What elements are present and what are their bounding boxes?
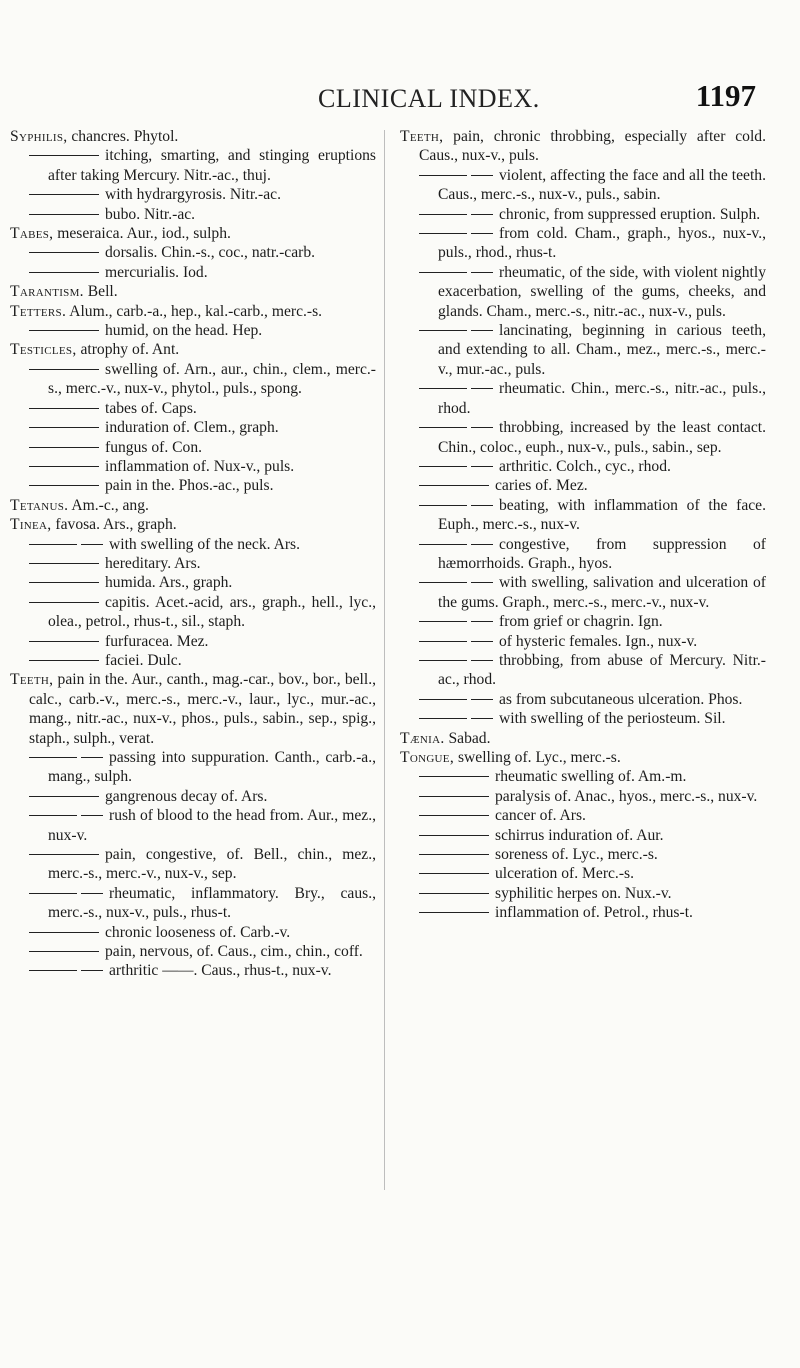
ditto-rule bbox=[419, 505, 467, 506]
index-subentry bbox=[400, 321, 766, 379]
ditto-rule bbox=[29, 602, 99, 603]
ditto-rule-short bbox=[81, 757, 103, 758]
ditto-rule-short bbox=[471, 214, 493, 215]
entry-text: with hydrargyrosis. Nitr.-ac. bbox=[105, 186, 281, 204]
ditto-rule-short bbox=[471, 699, 493, 700]
index-entry bbox=[400, 748, 766, 767]
index-subentry bbox=[400, 787, 766, 806]
entry-text: rush of blood to the head from. Aur., mez., nux-v. bbox=[48, 807, 376, 844]
entry-text: itching, smarting, and stinging eruptions after taking Mercury. Nitr.-ac., thuj. bbox=[48, 147, 376, 184]
entry-text: gangrenous decay of. Ars. bbox=[105, 787, 268, 805]
ditto-rule bbox=[419, 718, 467, 719]
entry-text: pain in the. Aur., canth., mag.-car., bov., bor., bell., calc., carb.-v., merc.-s., merc.-v., laur., lyc., mur.-ac., mang., nitr.-ac., nux-v., phos., puls., sabin., sep., spig., staph., sulph., verat. bbox=[29, 671, 376, 747]
ditto-rule-short bbox=[471, 660, 493, 661]
ditto-rule bbox=[419, 796, 489, 797]
ditto-rule-short bbox=[471, 641, 493, 642]
index-column-left bbox=[10, 127, 376, 981]
ditto-rule bbox=[419, 835, 489, 836]
entry-text: Bell. bbox=[87, 283, 118, 301]
ditto-rule bbox=[419, 893, 489, 894]
index-subentry bbox=[400, 767, 766, 786]
entry-text: arthritic. Colch., cyc., rhod. bbox=[499, 457, 671, 475]
ditto-rule-short bbox=[471, 330, 493, 331]
index-subentry bbox=[400, 903, 766, 922]
ditto-rule-short bbox=[81, 815, 103, 816]
entry-text: pain, congestive, of. Bell., chin., mez., merc.-s., merc.-v., nux-v., sep. bbox=[48, 846, 376, 883]
index-entry bbox=[10, 340, 376, 359]
entry-text: rheumatic. Chin., merc.-s., nitr.-ac., puls., rhod. bbox=[438, 380, 766, 417]
index-entry bbox=[10, 515, 376, 534]
index-subentry bbox=[10, 321, 376, 340]
ditto-rule bbox=[419, 233, 467, 234]
entry-heading: Tarantism. bbox=[10, 283, 84, 301]
index-subentry bbox=[10, 554, 376, 573]
ditto-rule-short bbox=[471, 427, 493, 428]
index-entry bbox=[10, 127, 376, 146]
ditto-rule bbox=[29, 408, 99, 409]
index-subentry bbox=[10, 438, 376, 457]
ditto-rule bbox=[29, 544, 77, 545]
entry-text: passing into suppuration. Canth., carb.-a., mang., sulph. bbox=[48, 749, 376, 786]
ditto-rule bbox=[419, 621, 467, 622]
entry-text: caries of. Mez. bbox=[495, 477, 588, 495]
ditto-rule bbox=[419, 427, 467, 428]
ditto-rule-short bbox=[471, 466, 493, 467]
ditto-rule bbox=[419, 815, 489, 816]
ditto-rule bbox=[29, 447, 99, 448]
ditto-rule-short bbox=[471, 388, 493, 389]
index-subentry bbox=[400, 205, 766, 224]
entry-text: chronic, from suppressed eruption. Sulph. bbox=[499, 205, 761, 223]
entry-text: humid, on the head. Hep. bbox=[105, 322, 263, 340]
ditto-rule bbox=[419, 699, 467, 700]
entry-text: lancinating, beginning in carious teeth, and extending to all. Cham., mez., merc.-s., merc.-v., mur.-ac., puls. bbox=[438, 322, 766, 378]
ditto-rule-short bbox=[471, 505, 493, 506]
entry-text: humida. Ars., graph. bbox=[105, 574, 233, 592]
index-subentry bbox=[400, 651, 766, 690]
ditto-rule-short bbox=[81, 970, 103, 971]
entry-text: pain, chronic throbbing, especially after cold. Caus., nux-v., puls. bbox=[419, 128, 766, 165]
index-subentry bbox=[400, 690, 766, 709]
ditto-rule-short bbox=[471, 544, 493, 545]
ditto-rule bbox=[29, 369, 99, 370]
index-entry bbox=[400, 729, 766, 748]
entry-heading: Teeth, bbox=[400, 128, 444, 145]
entry-text: throbbing, from abuse of Mercury. Nitr.-ac., rhod. bbox=[438, 651, 766, 689]
entry-heading: Tetters. bbox=[10, 302, 67, 320]
ditto-rule bbox=[29, 582, 99, 583]
index-entry bbox=[10, 282, 376, 301]
index-subentry bbox=[10, 205, 376, 224]
entry-text: furfuracea. Mez. bbox=[105, 632, 209, 650]
entry-heading: Tetanus. bbox=[10, 496, 69, 514]
index-subentry bbox=[400, 709, 766, 728]
ditto-rule bbox=[29, 563, 99, 564]
page-number: 1197 bbox=[695, 78, 756, 113]
entry-text: congestive, from suppression of hæmorrhoids. Graph., hyos. bbox=[438, 535, 766, 572]
entry-text: inflammation of. Nux-v., puls. bbox=[105, 457, 295, 475]
ditto-rule bbox=[419, 854, 489, 855]
entry-heading: Testicles, bbox=[10, 341, 77, 359]
ditto-rule bbox=[29, 951, 99, 952]
index-subentry bbox=[10, 961, 376, 980]
index-entry bbox=[10, 496, 376, 515]
ditto-rule bbox=[419, 873, 489, 874]
entry-text: pain in the. Phos.-ac., puls. bbox=[105, 477, 274, 495]
entry-text: mercurialis. Iod. bbox=[105, 263, 208, 281]
entry-text: Am.-c., ang. bbox=[71, 496, 149, 514]
index-subentry bbox=[10, 923, 376, 942]
index-subentry bbox=[400, 263, 766, 321]
entry-text: chancres. Phytol. bbox=[71, 128, 179, 145]
index-subentry bbox=[400, 166, 766, 205]
entry-text: throbbing, increased by the least contact. Chin., coloc., euph., nux-v., puls., sabin., sep. bbox=[438, 419, 766, 456]
index-entry bbox=[400, 127, 766, 166]
entry-text: chronic looseness of. Carb.-v. bbox=[105, 923, 291, 941]
entry-text: ulceration of. Merc.-s. bbox=[495, 865, 634, 883]
ditto-rule bbox=[419, 776, 489, 777]
entry-text: as from subcutaneous ulceration. Phos. bbox=[499, 690, 743, 708]
index-subentry bbox=[400, 224, 766, 263]
entry-text: paralysis of. Anac., hyos., merc.-s., nux-v. bbox=[495, 787, 758, 805]
entry-text: from cold. Cham., graph., hyos., nux-v., puls., rhod., rhus-t. bbox=[438, 225, 766, 262]
ditto-rule bbox=[419, 641, 467, 642]
entry-heading: Syphilis, bbox=[10, 128, 68, 145]
entry-text: rheumatic swelling of. Am.-m. bbox=[495, 768, 687, 786]
ditto-rule-short bbox=[471, 175, 493, 176]
entry-text: with swelling of the periosteum. Sil. bbox=[499, 710, 726, 728]
index-subentry bbox=[10, 787, 376, 806]
index-subentry bbox=[10, 884, 376, 923]
entry-text: swelling of. Lyc., merc.-s. bbox=[457, 749, 621, 766]
entry-heading: Teeth, bbox=[10, 671, 54, 689]
entry-text: arthritic ——. Caus., rhus-t., nux-v. bbox=[109, 962, 332, 980]
ditto-rule bbox=[419, 582, 467, 583]
ditto-rule bbox=[29, 757, 77, 758]
index-subentry bbox=[10, 399, 376, 418]
index-subentry bbox=[10, 457, 376, 476]
ditto-rule bbox=[419, 544, 467, 545]
index-subentry bbox=[10, 573, 376, 592]
index-entry bbox=[10, 224, 376, 243]
ditto-rule bbox=[419, 660, 467, 661]
index-subentry bbox=[10, 418, 376, 437]
ditto-rule bbox=[29, 194, 99, 195]
ditto-rule-short bbox=[81, 544, 103, 545]
ditto-rule-short bbox=[471, 233, 493, 234]
index-subentry bbox=[400, 535, 766, 574]
ditto-rule bbox=[29, 854, 99, 855]
index-subentry bbox=[400, 806, 766, 825]
index-subentry bbox=[10, 476, 376, 495]
ditto-rule bbox=[419, 466, 467, 467]
ditto-rule bbox=[419, 912, 489, 913]
ditto-rule bbox=[29, 330, 99, 331]
entry-text: beating, with inflammation of the face. Euph., merc.-s., nux-v. bbox=[438, 496, 766, 534]
index-subentry bbox=[400, 612, 766, 631]
index-entry bbox=[10, 670, 376, 748]
index-subentry bbox=[10, 806, 376, 845]
entry-heading: Tænia. bbox=[400, 729, 445, 747]
index-subentry bbox=[400, 573, 766, 612]
index-subentry bbox=[400, 864, 766, 883]
index-subentry bbox=[400, 379, 766, 418]
ditto-rule bbox=[29, 660, 99, 661]
index-subentry bbox=[10, 845, 376, 884]
ditto-rule bbox=[29, 796, 99, 797]
page-header bbox=[0, 78, 800, 124]
entry-text: dorsalis. Chin.-s., coc., natr.-carb. bbox=[105, 244, 316, 262]
index-subentry bbox=[10, 748, 376, 787]
ditto-rule bbox=[29, 214, 99, 215]
ditto-rule bbox=[29, 932, 99, 933]
entry-text: from grief or chagrin. Ign. bbox=[499, 613, 663, 631]
index-subentry bbox=[10, 243, 376, 262]
entry-heading: Tabes, bbox=[10, 225, 54, 243]
index-subentry bbox=[400, 496, 766, 535]
index-subentry bbox=[400, 457, 766, 476]
index-column-right bbox=[400, 127, 766, 923]
index-subentry bbox=[10, 263, 376, 282]
index-subentry bbox=[10, 632, 376, 651]
ditto-rule bbox=[29, 466, 99, 467]
index-subentry bbox=[400, 632, 766, 651]
entry-text: fungus of. Con. bbox=[105, 438, 203, 456]
ditto-rule bbox=[29, 252, 99, 253]
entry-text: violent, affecting the face and all the teeth. Caus., merc.-s., nux-v., puls., sabin. bbox=[438, 166, 766, 204]
ditto-rule-short bbox=[471, 582, 493, 583]
entry-heading: Tinea, bbox=[10, 516, 52, 534]
entry-text: capitis. Acet.-acid, ars., graph., hell., lyc., olea., petrol., rhus-t., sil., staph. bbox=[48, 593, 376, 631]
ditto-rule bbox=[29, 485, 99, 486]
ditto-rule bbox=[419, 485, 489, 486]
ditto-rule bbox=[29, 641, 99, 642]
entry-text: of hysteric females. Ign., nux-v. bbox=[499, 632, 698, 650]
index-subentry bbox=[10, 942, 376, 961]
ditto-rule bbox=[29, 155, 99, 156]
index-subentry bbox=[10, 146, 376, 185]
entry-text: hereditary. Ars. bbox=[105, 554, 201, 572]
entry-text: schirrus induration of. Aur. bbox=[495, 826, 664, 844]
index-subentry bbox=[10, 535, 376, 554]
index-subentry bbox=[10, 593, 376, 632]
entry-text: Alum., carb.-a., hep., kal.-carb., merc.-s. bbox=[69, 302, 323, 320]
index-entry bbox=[10, 302, 376, 321]
entry-text: tabes of. Caps. bbox=[105, 399, 197, 417]
entry-text: induration of. Clem., graph. bbox=[105, 419, 279, 437]
index-subentry bbox=[10, 651, 376, 670]
index-subentry bbox=[400, 418, 766, 457]
ditto-rule bbox=[419, 175, 467, 176]
ditto-rule bbox=[29, 272, 99, 273]
entry-text: pain, nervous, of. Caus., cim., chin., coff. bbox=[105, 943, 363, 961]
entry-text: with swelling, salivation and ulceration of the gums. Graph., merc.-s., merc.-v., nux-v. bbox=[438, 574, 766, 611]
entry-text: faciei. Dulc. bbox=[105, 651, 182, 669]
entry-text: cancer of. Ars. bbox=[495, 807, 586, 825]
entry-heading: Tongue, bbox=[400, 749, 455, 766]
entry-text: syphilitic herpes on. Nux.-v. bbox=[495, 884, 672, 902]
ditto-rule bbox=[419, 272, 467, 273]
entry-text: with swelling of the neck. Ars. bbox=[109, 535, 300, 553]
ditto-rule-short bbox=[471, 272, 493, 273]
entry-text: inflammation of. Petrol., rhus-t. bbox=[495, 904, 693, 922]
index-subentry bbox=[400, 845, 766, 864]
ditto-rule bbox=[29, 427, 99, 428]
index-subentry bbox=[10, 360, 376, 399]
entry-text: soreness of. Lyc., merc.-s. bbox=[495, 846, 658, 864]
ditto-rule-short bbox=[471, 718, 493, 719]
ditto-rule bbox=[29, 970, 77, 971]
entry-text: atrophy of. Ant. bbox=[80, 341, 180, 359]
index-subentry bbox=[400, 884, 766, 903]
running-title: CLINICAL INDEX. bbox=[318, 84, 540, 113]
entry-text: swelling of. Arn., aur., chin., clem., merc.-s., merc.-v., nux-v., phytol., puls., spong. bbox=[48, 360, 376, 398]
entry-text: rheumatic, inflammatory. Bry., caus., merc.-s., nux-v., puls., rhus-t. bbox=[48, 884, 376, 922]
entry-text: bubo. Nitr.-ac. bbox=[105, 205, 196, 223]
ditto-rule-short bbox=[471, 621, 493, 622]
ditto-rule-short bbox=[81, 893, 103, 894]
ditto-rule bbox=[29, 893, 77, 894]
index-subentry bbox=[10, 185, 376, 204]
entry-text: favosa. Ars., graph. bbox=[55, 516, 177, 534]
index-subentry bbox=[400, 476, 766, 495]
index-subentry bbox=[400, 826, 766, 845]
ditto-rule bbox=[419, 214, 467, 215]
ditto-rule bbox=[419, 388, 467, 389]
entry-text: Sabad. bbox=[448, 729, 491, 747]
ditto-rule bbox=[29, 815, 77, 816]
ditto-rule bbox=[419, 330, 467, 331]
entry-text: rheumatic, of the side, with violent nightly exacerbation, swelling of the gums, cheeks, and glands. Cham., merc.-s., nitr.-ac., nux-v., puls. bbox=[438, 263, 766, 320]
entry-text: meseraica. Aur., iod., sulph. bbox=[57, 225, 231, 243]
column-divider bbox=[384, 130, 385, 1190]
